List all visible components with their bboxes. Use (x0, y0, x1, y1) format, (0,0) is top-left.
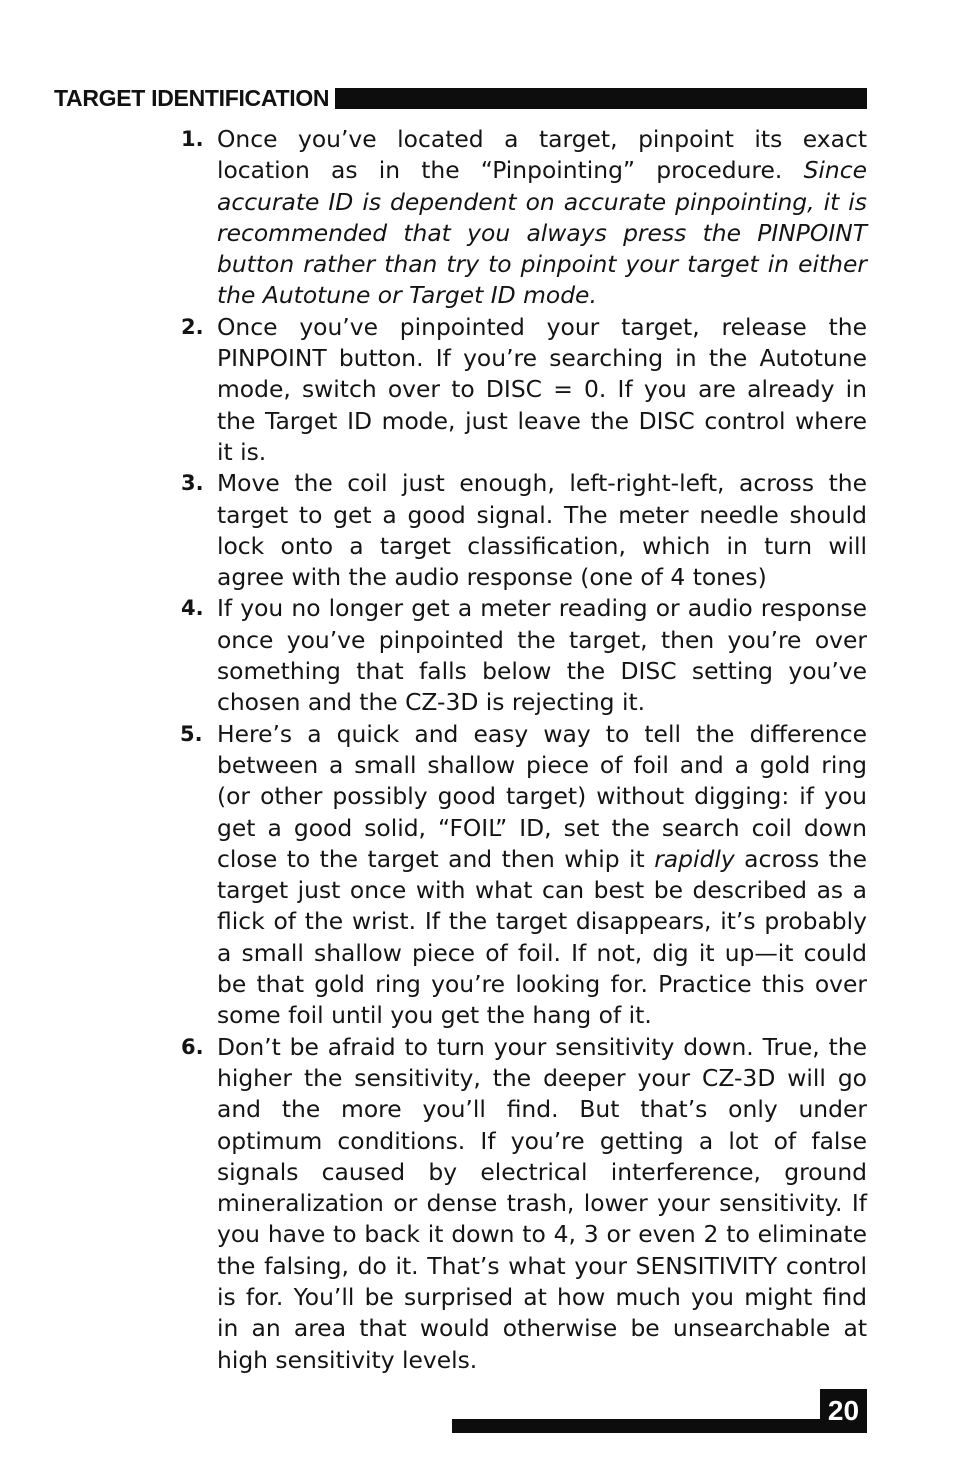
list-item (181, 1032, 867, 1376)
list-item (181, 312, 867, 468)
item-number: 1. (181, 127, 204, 151)
item-number: 4. (181, 596, 204, 621)
item-text: If you no longer get a meter reading or audio response once you’ve pinpointed the target, then you’re over something that falls below the DISC setting you’ve chosen and the CZ-3D is rejecting it. (217, 594, 867, 717)
list-item (181, 719, 867, 1032)
item-emphasis: Since accurate ID is dependent on accurate pinpointing, it is recommended that you always press the PINPOINT button rather than try to pinpoint your target in either the Autotune or Target ID mode. (217, 156, 867, 310)
section-header (54, 84, 867, 112)
list-item (181, 124, 867, 312)
item-number: 2. (181, 314, 204, 339)
header-rule (335, 88, 867, 109)
list-item (181, 593, 867, 718)
item-text: Don’t be afraid to turn your sensitivity down. True, the higher the sensitivity, the deeper your CZ-3D will go and the more you’ll find. But that’s only under optimum conditions. If you’re getting a lot of false signals caused by electrical interference, ground mineralization or dense trash, lower your sensitivity. If you have to back it down to 4, 3 or even 2 to eliminate the falsing, do it. That’s what your SENSITIVITY control is for. You’ll be surprised at how much you might find in an area that would otherwise be unsearchable at high sensitivity levels. (217, 1032, 867, 1374)
instruction-list (181, 124, 867, 1376)
item-text: Once you’ve located a target, pinpoint its exact location as in the “Pinpointing” procedure. (217, 125, 867, 185)
item-number: 6. (181, 1034, 204, 1059)
item-emphasis: rapidly (654, 844, 735, 873)
item-text: Once you’ve pinpointed your target, release the PINPOINT button. If you’re searching in the Autotune mode, switch over to DISC = 0. If you are already in the Target ID mode, just leave the DISC control where it is. (217, 312, 867, 466)
item-text: Move the coil just enough, left-right-left, across the target to get a good signal. The meter needle should lock onto a target classification, which in turn will agree with the audio response (one of 4 tones) (217, 469, 867, 592)
page-number: 20 (820, 1389, 867, 1433)
section-title: TARGET IDENTIFICATION (54, 84, 330, 111)
item-number: 3. (181, 471, 204, 496)
item-text: across the target just once with what can best be described as a flick of the wrist. If the target disappears, it’s probably a small shallow piece of foil. If not, dig it up—it could be that gold ring you’re looking for. Practice this over some foil until you get the hang of it. (217, 844, 867, 1030)
list-item (181, 468, 867, 593)
footer-rule (452, 1419, 824, 1433)
item-text: Here’s a quick and easy way to tell the difference between a small shallow piece of foil and a gold ring (or other possibly good target) without digging: if you get a good solid, “FOIL” ID, set the search coil down close to the target and then whip it (217, 719, 867, 873)
item-number: 5. (180, 721, 203, 746)
